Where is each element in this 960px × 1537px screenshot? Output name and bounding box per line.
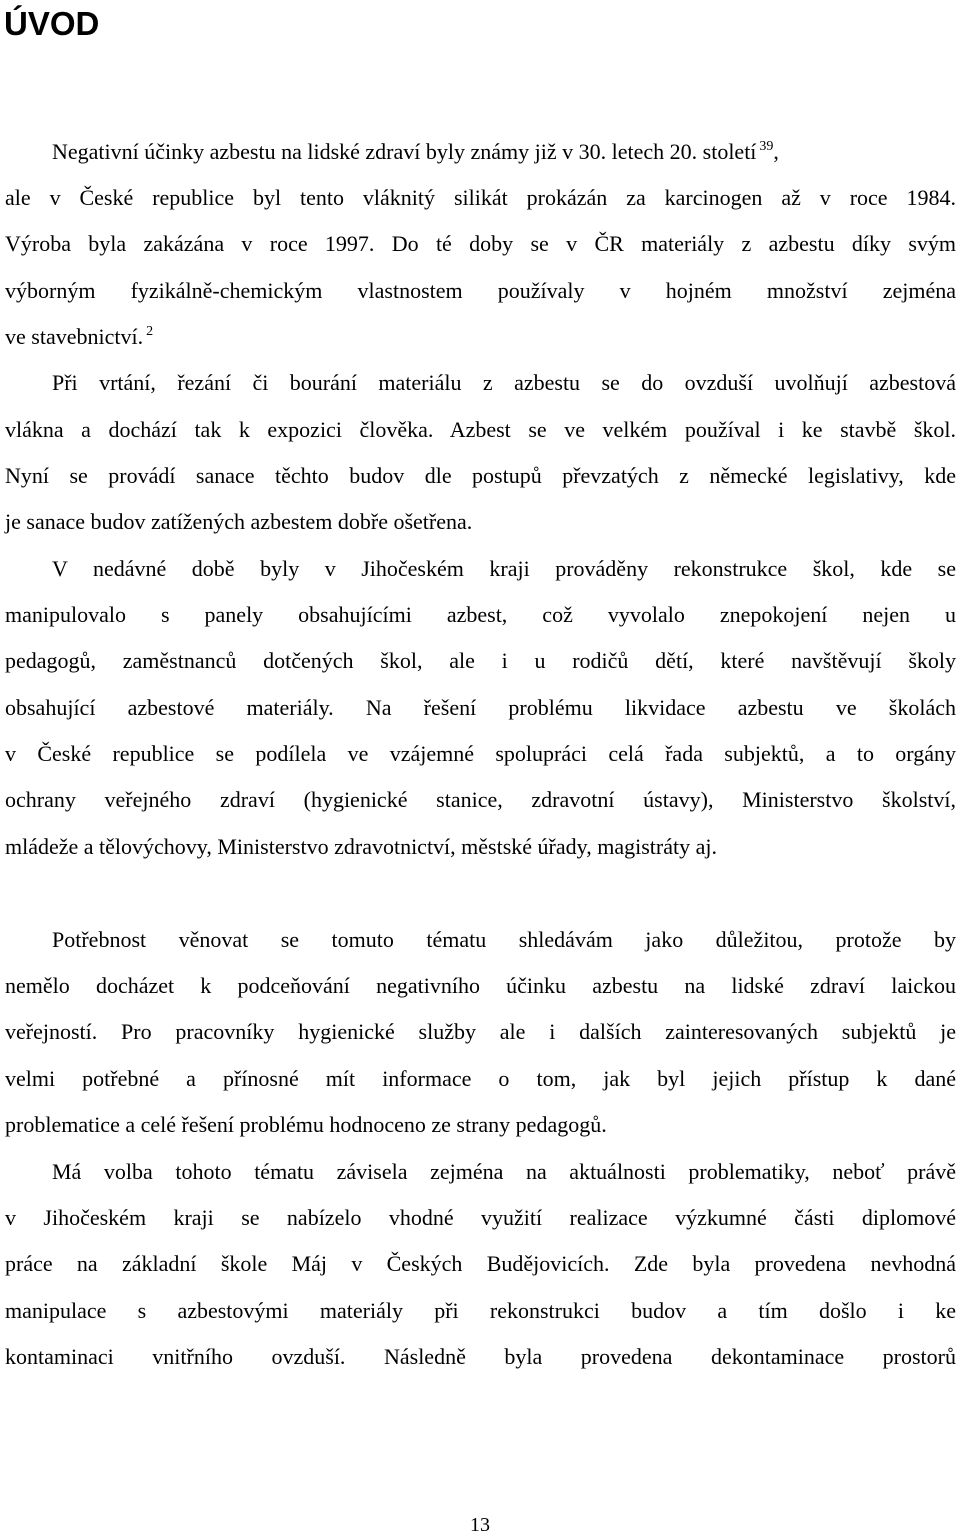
- text-line: Má volba tohoto tématu závisela zejména na aktuálnosti problematiky, neboť právě: [52, 1159, 956, 1184]
- footnote-ref: 39: [759, 139, 774, 154]
- text-line: nemělo docházet k podceňování negativního účinku azbestu na lidské zdraví laickou: [5, 973, 956, 998]
- text-line: práce na základní škole Máj v Českých Budějovicích. Zde byla provedena nevhodná: [5, 1251, 956, 1276]
- chapter-heading: ÚVOD: [4, 5, 100, 42]
- text-line: Při vrtání, řezání či bourání materiálu z azbestu se do ovzduší uvolňují azbestová: [52, 370, 956, 395]
- text-line: velmi potřebné a přínosné mít informace o tom, jak byl jejich přístup k dané: [5, 1066, 956, 1091]
- text-line: ochrany veřejného zdraví (hygienické stanice, zdravotní ústavy), Ministerstvo školství,: [5, 787, 956, 812]
- text-line: veřejností. Pro pracovníky hygienické služby ale i dalších zainteresovaných subjektů je: [5, 1019, 956, 1044]
- text-line: výborným fyzikálně-chemickým vlastnostem používaly v hojném množství zejména: [5, 278, 956, 303]
- text-line: Nyní se provádí sanace těchto budov dle postupů převzatých z německé legislativy, kde: [5, 463, 956, 488]
- text-line: pedagogů, zaměstnanců dotčených škol, ale i u rodičů dětí, které navštěvují školy: [5, 648, 956, 673]
- text-line: ale v České republice byl tento vláknitý silikát prokázán za karcinogen až v roce 1984.: [5, 185, 956, 210]
- text-line: vlákna a dochází tak k expozici člověka. Azbest se ve velkém používal i ke stavbě škol.: [5, 417, 956, 442]
- text-line: Potřebnost věnovat se tomuto tématu shledávám jako důležitou, protože by: [52, 927, 956, 952]
- text-span: Negativní účinky azbestu na lidské zdraví byly známy již v 30. letech 20. století: [52, 139, 757, 164]
- text-line: v Jihočeském kraji se nabízelo vhodné využití realizace výzkumné části diplomové: [5, 1205, 956, 1230]
- text-line: problematice a celé řešení problému hodnoceno ze strany pedagogů.: [5, 1112, 607, 1137]
- text-line: manipulovalo s panely obsahujícími azbest, což vyvolalo znepokojení nejen u: [5, 602, 956, 627]
- text-line: kontaminaci vnitřního ovzduší. Následně byla provedena dekontaminace prostorů: [5, 1344, 956, 1369]
- text-span: ,: [773, 139, 779, 164]
- text-line: obsahující azbestové materiály. Na řešení problému likvidace azbestu ve školách: [5, 695, 956, 720]
- text-span: ve stavebnictví.: [5, 324, 144, 349]
- text-line: manipulace s azbestovými materiály při rekonstrukci budov a tím došlo i ke: [5, 1298, 956, 1323]
- text-line: mládeže a tělovýchovy, Ministerstvo zdravotnictví, městské úřady, magistráty aj.: [5, 834, 717, 859]
- text-line: [5, 322, 153, 352]
- text-line: V nedávné době byly v Jihočeském kraji prováděny rekonstrukce škol, kde se: [52, 556, 956, 581]
- page-number: 13: [470, 1514, 490, 1536]
- text-line: je sanace budov zatížených azbestem dobře ošetřena.: [5, 509, 473, 534]
- text-line: v České republice se podílela ve vzájemné spolupráci celá řada subjektů, a to orgány: [5, 741, 956, 766]
- text-line: [52, 137, 779, 167]
- footnote-ref: 2: [146, 324, 154, 339]
- text-line: Výroba byla zakázána v roce 1997. Do té doby se v ČR materiály z azbestu díky svým: [5, 231, 956, 256]
